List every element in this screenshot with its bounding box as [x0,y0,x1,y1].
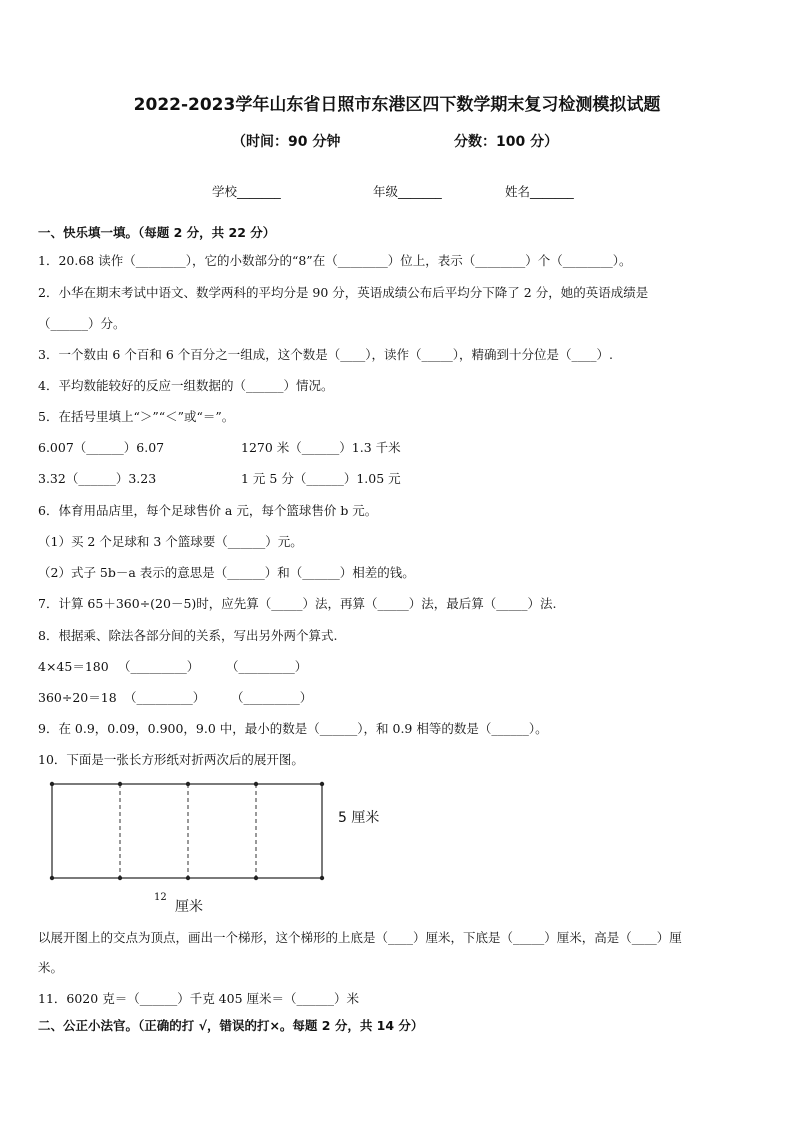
intersection-points [50,782,324,880]
question-6-1: （1）买 2 个足球和 3 个篮球要（______）元。 [38,534,303,549]
section-2-heading: 二、公正小法官。（正确的打 √，错误的打×。每题 2 分，共 14 分） [38,1018,424,1033]
question-6: 6．体育用品店里，每个足球售价 a 元，每个篮球售价 b 元。 [38,503,378,518]
question-8: 8．根据乘、除法各部分间的关系，写出另外两个算式. [38,628,338,643]
figure-height-label: 5 厘米 [338,810,380,826]
equation-2-blank-a: （_________） [124,690,206,705]
question-9: 9．在 0.9，0.09，0.900，9.0 中，最小的数是（______），和 0.9 相等的数是（______）。 [38,721,548,736]
compare-2a: 3.32（______）3.23 [38,471,157,486]
equation-1: 4×45＝180 [38,659,109,674]
question-11: 11．6020 克＝（______）千克 405 厘米＝（______）米 [38,991,359,1006]
name-field: 姓名_______ [505,184,574,199]
question-6-2: （2）式子 5b－a 表示的意思是（______）和（______）相差的钱。 [38,565,415,580]
question-3: 3．一个数由 6 个百和 6 个百分之一组成，这个数是（____），读作（_____），精确到十分位是（____）. [38,347,613,362]
compare-1a: 6.007（______）6.07 [38,440,165,455]
page-title: 2022-2023学年山东省日照市东港区四下数学期末复习检测模拟试题 [133,95,661,115]
question-4: 4．平均数能较好的反应一组数据的（______）情况。 [38,378,334,393]
equation-2: 360÷20＝18 [38,690,117,705]
question-7: 7．计算 65＋360÷(20－5)时，应先算（_____）法，再算（_____）法，最后算（_____）法. [38,596,557,611]
exam-time: （时间：90 分钟 [232,134,341,150]
equation-1-blank-a: （_________） [118,659,200,674]
equation-2-blank-b: （_________） [231,690,313,705]
school-field: 学校_______ [212,184,281,199]
equation-1-blank-b: （_________） [226,659,308,674]
figure-width-number: 12 [154,892,167,903]
question-1: 1．20.68 读作（________），它的小数部分的“8”在（________）位上，表示（________）个（________）。 [38,253,632,268]
question-2: 2．小华在期末考试中语文、数学两科的平均分是 90 分，英语成绩公布后平均分下降了 2 分，她的英语成绩是 [38,285,649,300]
question-5: 5．在括号里填上“＞”“＜”或“＝”。 [38,409,235,424]
figure-width-unit: 厘米 [175,899,203,915]
figure-rectangle [52,784,322,878]
grade-field: 年级_______ [373,184,442,199]
exam-score: 分数：100 分） [454,134,559,150]
question-10-task: 以展开图上的交点为顶点，画出一个梯形，这个梯形的上底是（____）厘米，下底是（_____）厘米，高是（____）厘 [38,930,682,945]
section-1-heading: 一、快乐填一填。（每题 2 分，共 22 分） [38,225,276,240]
compare-2b: 1 元 5 分（______）1.05 元 [241,471,401,486]
question-10-task-cont: 米。 [38,960,64,975]
question-10: 10．下面是一张长方形纸对折两次后的展开图。 [38,752,304,767]
compare-1b: 1270 米（______）1.3 千米 [241,440,401,455]
question-2-cont: （______）分。 [38,316,126,331]
